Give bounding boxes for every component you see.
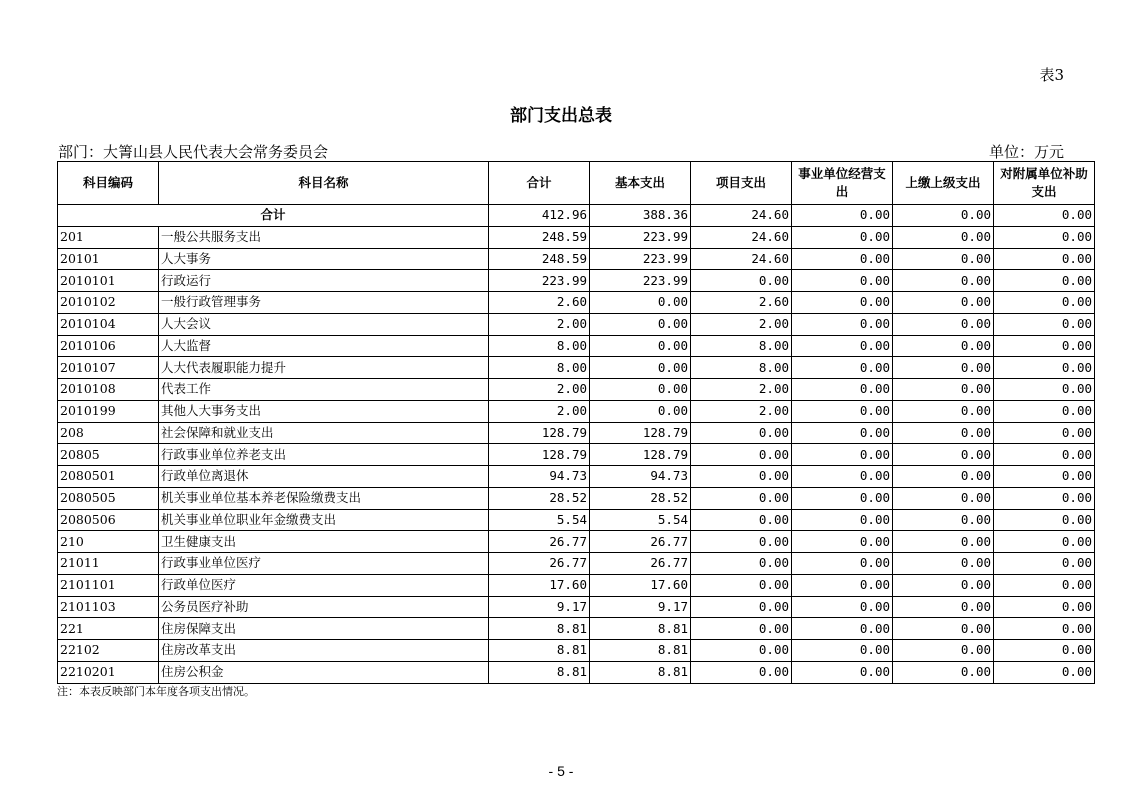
- cell-subsidy: 0.00: [994, 596, 1095, 618]
- cell-project: 0.00: [691, 422, 792, 444]
- cell-project: 0.00: [691, 574, 792, 596]
- table-row: [58, 487, 1095, 509]
- cell-total: 2.60: [489, 292, 590, 314]
- cell-subsidy: 0.00: [994, 270, 1095, 292]
- cell-code: 2080506: [58, 509, 159, 531]
- department-label: 部门：大箐山县人民代表大会常务委员会: [58, 143, 329, 161]
- table-row: [58, 357, 1095, 379]
- total-project: 24.60: [691, 205, 792, 227]
- expenditure-table: [57, 161, 1095, 684]
- cell-business: 0.00: [792, 466, 893, 488]
- header-row: [58, 162, 1095, 205]
- header-business: 事业单位经营支出: [792, 162, 893, 205]
- cell-project: 0.00: [691, 487, 792, 509]
- table-row: [58, 661, 1095, 683]
- cell-business: 0.00: [792, 661, 893, 683]
- header-basic: 基本支出: [590, 162, 691, 205]
- cell-business: 0.00: [792, 487, 893, 509]
- unit-label: 单位：万元: [988, 143, 1064, 161]
- table-row: [58, 335, 1095, 357]
- cell-basic: 9.17: [590, 596, 691, 618]
- cell-upper: 0.00: [893, 313, 994, 335]
- cell-total: 8.81: [489, 661, 590, 683]
- cell-subsidy: 0.00: [994, 226, 1095, 248]
- cell-subsidy: 0.00: [994, 466, 1095, 488]
- cell-subsidy: 0.00: [994, 400, 1095, 422]
- cell-basic: 0.00: [590, 357, 691, 379]
- cell-code: 201: [58, 226, 159, 248]
- cell-subsidy: 0.00: [994, 422, 1095, 444]
- cell-basic: 8.81: [590, 640, 691, 662]
- page-number: - 5 -: [548, 763, 574, 779]
- cell-upper: 0.00: [893, 226, 994, 248]
- cell-basic: 0.00: [590, 335, 691, 357]
- cell-project: 0.00: [691, 509, 792, 531]
- cell-subsidy: 0.00: [994, 487, 1095, 509]
- cell-project: 2.00: [691, 400, 792, 422]
- cell-basic: 0.00: [590, 292, 691, 314]
- cell-subsidy: 0.00: [994, 335, 1095, 357]
- cell-subsidy: 0.00: [994, 379, 1095, 401]
- cell-upper: 0.00: [893, 531, 994, 553]
- cell-business: 0.00: [792, 574, 893, 596]
- cell-name: 人大监督: [159, 335, 489, 357]
- cell-business: 0.00: [792, 640, 893, 662]
- cell-code: 2010106: [58, 335, 159, 357]
- header-project: 项目支出: [691, 162, 792, 205]
- cell-upper: 0.00: [893, 400, 994, 422]
- cell-total: 2.00: [489, 313, 590, 335]
- cell-code: 210: [58, 531, 159, 553]
- header-total: 合计: [489, 162, 590, 205]
- cell-upper: 0.00: [893, 553, 994, 575]
- header-subsidy: 对附属单位补助支出: [994, 162, 1095, 205]
- cell-business: 0.00: [792, 509, 893, 531]
- cell-project: 2.00: [691, 313, 792, 335]
- cell-name: 代表工作: [159, 379, 489, 401]
- table-row: [58, 400, 1095, 422]
- cell-basic: 5.54: [590, 509, 691, 531]
- cell-total: 2.00: [489, 400, 590, 422]
- cell-basic: 17.60: [590, 574, 691, 596]
- cell-upper: 0.00: [893, 661, 994, 683]
- total-label: 合计: [58, 205, 489, 227]
- cell-project: 0.00: [691, 466, 792, 488]
- table-row: [58, 248, 1095, 270]
- cell-basic: 26.77: [590, 553, 691, 575]
- cell-subsidy: 0.00: [994, 618, 1095, 640]
- cell-basic: 26.77: [590, 531, 691, 553]
- table-row: [58, 422, 1095, 444]
- cell-subsidy: 0.00: [994, 292, 1095, 314]
- cell-subsidy: 0.00: [994, 248, 1095, 270]
- cell-basic: 223.99: [590, 270, 691, 292]
- cell-name: 机关事业单位基本养老保险缴费支出: [159, 487, 489, 509]
- cell-total: 8.81: [489, 640, 590, 662]
- cell-project: 0.00: [691, 596, 792, 618]
- cell-name: 人大代表履职能力提升: [159, 357, 489, 379]
- cell-project: 0.00: [691, 640, 792, 662]
- cell-upper: 0.00: [893, 357, 994, 379]
- cell-code: 2101103: [58, 596, 159, 618]
- cell-subsidy: 0.00: [994, 553, 1095, 575]
- cell-business: 0.00: [792, 270, 893, 292]
- header-name: 科目名称: [159, 162, 489, 205]
- cell-business: 0.00: [792, 422, 893, 444]
- cell-basic: 94.73: [590, 466, 691, 488]
- cell-project: 8.00: [691, 357, 792, 379]
- cell-total: 8.00: [489, 335, 590, 357]
- cell-basic: 8.81: [590, 661, 691, 683]
- cell-subsidy: 0.00: [994, 640, 1095, 662]
- cell-code: 2101101: [58, 574, 159, 596]
- cell-project: 2.00: [691, 379, 792, 401]
- cell-project: 0.00: [691, 661, 792, 683]
- cell-upper: 0.00: [893, 466, 994, 488]
- cell-total: 8.81: [489, 618, 590, 640]
- total-total: 412.96: [489, 205, 590, 227]
- cell-code: 221: [58, 618, 159, 640]
- table-row: [58, 640, 1095, 662]
- table-row: [58, 618, 1095, 640]
- cell-name: 住房保障支出: [159, 618, 489, 640]
- cell-code: 20805: [58, 444, 159, 466]
- cell-total: 26.77: [489, 553, 590, 575]
- cell-total: 8.00: [489, 357, 590, 379]
- table-row: [58, 226, 1095, 248]
- cell-code: 2010101: [58, 270, 159, 292]
- cell-code: 20101: [58, 248, 159, 270]
- cell-business: 0.00: [792, 531, 893, 553]
- cell-subsidy: 0.00: [994, 444, 1095, 466]
- cell-upper: 0.00: [893, 444, 994, 466]
- cell-business: 0.00: [792, 335, 893, 357]
- cell-basic: 0.00: [590, 379, 691, 401]
- table-row: [58, 553, 1095, 575]
- cell-business: 0.00: [792, 292, 893, 314]
- header-code: 科目编码: [58, 162, 159, 205]
- cell-upper: 0.00: [893, 487, 994, 509]
- cell-basic: 223.99: [590, 226, 691, 248]
- cell-code: 2010107: [58, 357, 159, 379]
- cell-total: 223.99: [489, 270, 590, 292]
- table-id: 表3: [1039, 66, 1064, 84]
- total-row: [58, 205, 1095, 227]
- cell-name: 一般公共服务支出: [159, 226, 489, 248]
- cell-basic: 223.99: [590, 248, 691, 270]
- cell-total: 248.59: [489, 226, 590, 248]
- cell-total: 2.00: [489, 379, 590, 401]
- cell-code: 2080505: [58, 487, 159, 509]
- cell-upper: 0.00: [893, 509, 994, 531]
- cell-code: 2010104: [58, 313, 159, 335]
- cell-name: 行政运行: [159, 270, 489, 292]
- cell-subsidy: 0.00: [994, 509, 1095, 531]
- cell-total: 5.54: [489, 509, 590, 531]
- cell-code: 22102: [58, 640, 159, 662]
- cell-name: 一般行政管理事务: [159, 292, 489, 314]
- cell-basic: 8.81: [590, 618, 691, 640]
- cell-basic: 0.00: [590, 400, 691, 422]
- cell-name: 人大会议: [159, 313, 489, 335]
- cell-project: 24.60: [691, 248, 792, 270]
- cell-project: 0.00: [691, 270, 792, 292]
- table-row: [58, 292, 1095, 314]
- total-business: 0.00: [792, 205, 893, 227]
- cell-upper: 0.00: [893, 574, 994, 596]
- cell-basic: 28.52: [590, 487, 691, 509]
- cell-total: 248.59: [489, 248, 590, 270]
- cell-total: 9.17: [489, 596, 590, 618]
- cell-upper: 0.00: [893, 596, 994, 618]
- cell-code: 2080501: [58, 466, 159, 488]
- cell-name: 行政单位医疗: [159, 574, 489, 596]
- cell-business: 0.00: [792, 618, 893, 640]
- table-row: [58, 574, 1095, 596]
- page-title: 部门支出总表: [510, 106, 612, 126]
- cell-upper: 0.00: [893, 640, 994, 662]
- table-row: [58, 466, 1095, 488]
- cell-name: 行政事业单位医疗: [159, 553, 489, 575]
- cell-subsidy: 0.00: [994, 531, 1095, 553]
- cell-subsidy: 0.00: [994, 661, 1095, 683]
- table-row: [58, 379, 1095, 401]
- cell-upper: 0.00: [893, 618, 994, 640]
- cell-basic: 0.00: [590, 313, 691, 335]
- cell-code: 208: [58, 422, 159, 444]
- cell-subsidy: 0.00: [994, 574, 1095, 596]
- cell-basic: 128.79: [590, 422, 691, 444]
- cell-total: 28.52: [489, 487, 590, 509]
- total-subsidy: 0.00: [994, 205, 1095, 227]
- cell-upper: 0.00: [893, 270, 994, 292]
- table-row: [58, 270, 1095, 292]
- cell-subsidy: 0.00: [994, 357, 1095, 379]
- cell-code: 2010102: [58, 292, 159, 314]
- footnote: 注：本表反映部门本年度各项支出情况。: [57, 685, 255, 698]
- table-row: [58, 313, 1095, 335]
- cell-name: 人大事务: [159, 248, 489, 270]
- cell-project: 24.60: [691, 226, 792, 248]
- cell-name: 住房公积金: [159, 661, 489, 683]
- table-row: [58, 531, 1095, 553]
- cell-business: 0.00: [792, 400, 893, 422]
- cell-business: 0.00: [792, 248, 893, 270]
- cell-upper: 0.00: [893, 335, 994, 357]
- cell-business: 0.00: [792, 313, 893, 335]
- cell-name: 卫生健康支出: [159, 531, 489, 553]
- cell-business: 0.00: [792, 379, 893, 401]
- table-row: [58, 509, 1095, 531]
- cell-name: 社会保障和就业支出: [159, 422, 489, 444]
- cell-project: 0.00: [691, 618, 792, 640]
- cell-code: 2010108: [58, 379, 159, 401]
- cell-total: 128.79: [489, 422, 590, 444]
- cell-business: 0.00: [792, 357, 893, 379]
- cell-basic: 128.79: [590, 444, 691, 466]
- cell-project: 8.00: [691, 335, 792, 357]
- cell-project: 0.00: [691, 531, 792, 553]
- cell-total: 17.60: [489, 574, 590, 596]
- cell-business: 0.00: [792, 226, 893, 248]
- cell-subsidy: 0.00: [994, 313, 1095, 335]
- cell-business: 0.00: [792, 596, 893, 618]
- cell-name: 行政事业单位养老支出: [159, 444, 489, 466]
- cell-code: 2210201: [58, 661, 159, 683]
- cell-upper: 0.00: [893, 379, 994, 401]
- table-row: [58, 444, 1095, 466]
- cell-total: 26.77: [489, 531, 590, 553]
- cell-name: 其他人大事务支出: [159, 400, 489, 422]
- cell-project: 0.00: [691, 444, 792, 466]
- cell-business: 0.00: [792, 444, 893, 466]
- cell-upper: 0.00: [893, 292, 994, 314]
- header-upper: 上缴上级支出: [893, 162, 994, 205]
- cell-upper: 0.00: [893, 422, 994, 444]
- cell-name: 机关事业单位职业年金缴费支出: [159, 509, 489, 531]
- table-row: [58, 596, 1095, 618]
- total-upper: 0.00: [893, 205, 994, 227]
- cell-name: 行政单位离退休: [159, 466, 489, 488]
- cell-code: 2010199: [58, 400, 159, 422]
- total-basic: 388.36: [590, 205, 691, 227]
- cell-total: 128.79: [489, 444, 590, 466]
- cell-project: 2.60: [691, 292, 792, 314]
- cell-business: 0.00: [792, 553, 893, 575]
- cell-total: 94.73: [489, 466, 590, 488]
- cell-upper: 0.00: [893, 248, 994, 270]
- cell-name: 住房改革支出: [159, 640, 489, 662]
- cell-project: 0.00: [691, 553, 792, 575]
- cell-code: 21011: [58, 553, 159, 575]
- cell-name: 公务员医疗补助: [159, 596, 489, 618]
